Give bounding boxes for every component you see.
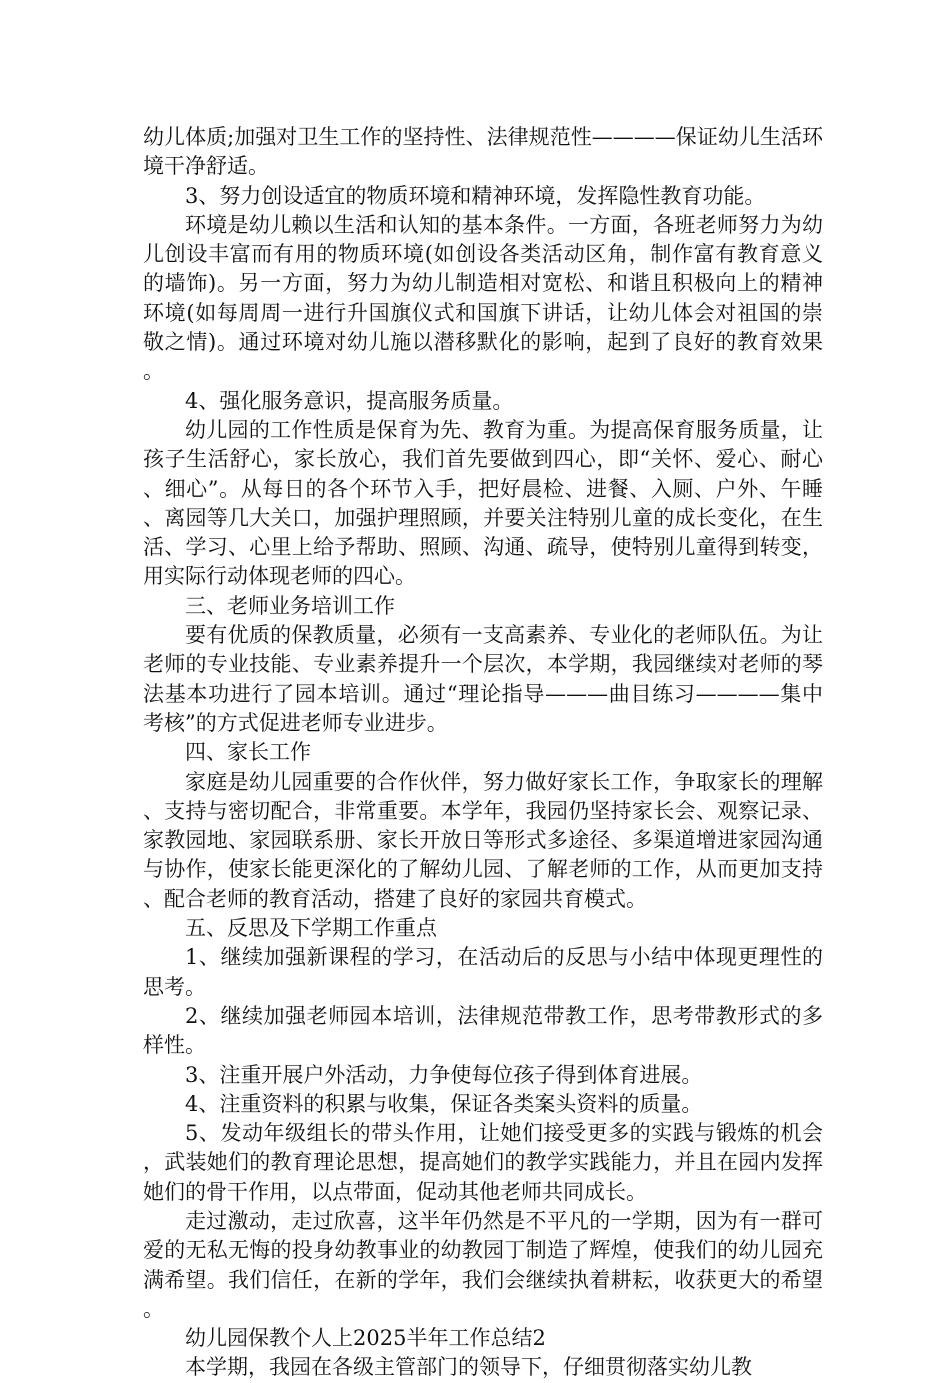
paragraph-service: 幼儿园的工作性质是保育为先、教育为重。为提高保育服务质量，让孩子生活舒心，家长放心，我们首先要做到四心，即“关怀、爱心、耐心、细心”。从每日的各个环节入手，把好晨检、进餐、入厕、户外、午睡、离园等几大关口，加强护理照顾，并要关注特别儿童的成长变化，在生活、学习、心里上给予帮助、照顾、沟通、疏导，使特别儿童得到转变，用实际行动体现老师的四心。 <box>143 417 823 589</box>
paragraph-teacher-training: 要有优质的保教质量，必须有一支高素养、专业化的老师队伍。为让老师的专业技能、专业素养提升一个层次，本学期，我园继续对老师的琴法基本功进行了园本培训。通过“理论指导———曲目练习————集中考核”的方式促进老师专业进步。 <box>143 623 823 735</box>
item-3-environment-heading: 3、努力创设适宜的物质环境和精神环境，发挥隐性教育功能。 <box>185 183 766 208</box>
document-title-2: 幼儿园保教个人上2025半年工作总结2 <box>185 1326 546 1351</box>
paragraph-closing: 走过激动，走过欣喜，这半年仍然是不平凡的一学期，因为有一群可爱的无私无悔的投身幼教事业的幼教园丁制造了辉煌，使我们的幼儿园充满希望。我们信任，在新的学年，我们会继续执着耕耘，收获更大的希望。 <box>143 1208 823 1321</box>
list-item-3: 3、注重开展户外活动，力争使每位孩子得到体育进展。 <box>185 1062 703 1087</box>
list-item-1: 1、继续加强新课程的学习，在活动后的反思与小结中体现更理性的思考。 <box>143 945 823 999</box>
paragraph-parents: 家庭是幼儿园重要的合作伙伴，努力做好家长工作，争取家长的理解、支持与密切配合，非常重要。本学年，我园仍坚持家长会、观察记录、家教园地、家园联系册、家长开放日等形式多途径、多渠道增进家园沟通与协作，使家长能更深化的了解幼儿园、了解老师的工作，从而更加支持、配合老师的教育活动，搭建了良好的家园共育模式。 <box>143 769 823 911</box>
paragraph-environment: 环境是幼儿赖以生活和认知的基本条件。一方面，各班老师努力为幼儿创设丰富而有用的物质环境(如创设各类活动区角，制作富有教育意义的墙饰)。另一方面，努力为幼儿制造相对宽松、和谐且积极向上的精神环境(如每周周一进行升国旗仪式和国旗下讲话，让幼儿体会对祖国的崇敬之情)。通过环境对幼儿施以潜移默化的影响，起到了良好的教育效果。 <box>143 212 823 384</box>
item-4-service-heading: 4、强化服务意识，提高服务质量。 <box>185 388 514 413</box>
document-page <box>143 123 823 1383</box>
paragraph-hygiene-continued: 幼儿体质;加强对卫生工作的坚持性、法律规范性————保证幼儿生活环境干净舒适。 <box>143 125 823 179</box>
list-item-4: 4、注重资料的积累与收集，保证各类案头资料的质量。 <box>185 1091 703 1116</box>
list-item-2: 2、继续加强老师园本培训，法律规范带教工作，思考带教形式的多样性。 <box>143 1003 823 1058</box>
list-item-5: 5、发动年级组长的带头作用，让她们接受更多的实践与锻炼的机会，武装她们的教育理论思想，提高她们的教学实践能力，并且在园内发挥她们的骨干作用，以点带面，促动其他老师共同成长。 <box>143 1121 823 1204</box>
section-3-heading: 三、老师业务培训工作 <box>185 593 395 618</box>
section-4-heading: 四、家长工作 <box>185 740 311 765</box>
paragraph-intro-2: 本学期，我园在各级主管部门的领导下，仔细贯彻落实幼儿教 <box>185 1355 752 1380</box>
section-5-heading: 五、反思及下学期工作重点 <box>185 916 437 941</box>
